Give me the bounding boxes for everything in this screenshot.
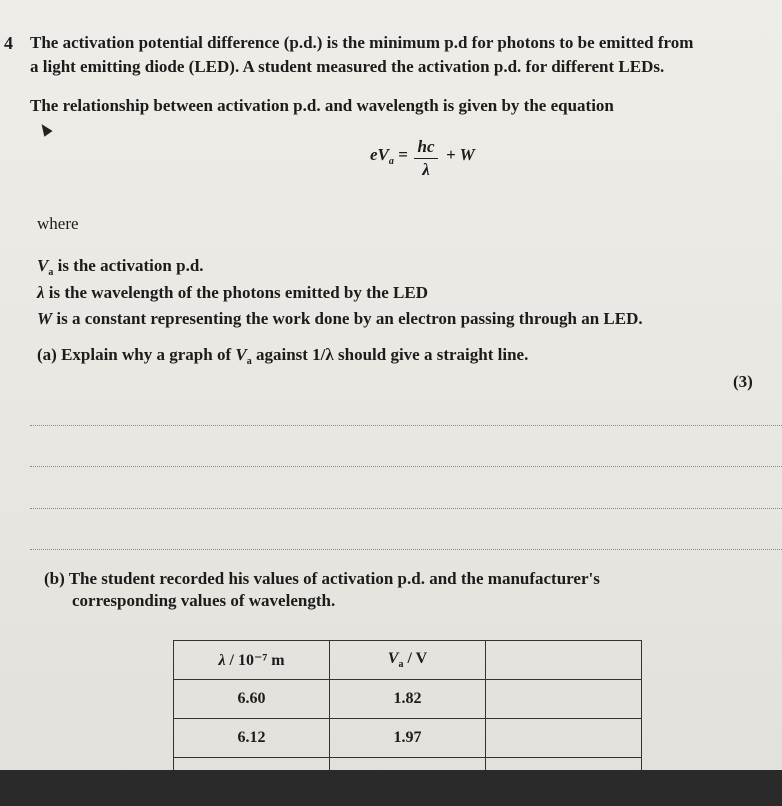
cell-voltage: 1.97 [330, 719, 486, 758]
cell-wavelength: 6.12 [174, 719, 330, 758]
table-header-row [174, 641, 642, 680]
answer-line-1[interactable] [30, 425, 782, 426]
definition-lambda: λ is the wavelength of the photons emitted by the LED [37, 283, 428, 302]
part-b-line-1: (b) The student recorded his values of activation p.d. and the manufacturer's [44, 569, 600, 588]
mouse-pointer-icon [37, 121, 52, 137]
question-number: 4 [4, 33, 13, 53]
cell-blank[interactable] [486, 680, 642, 719]
part-a-marks: (3) [733, 372, 753, 391]
cell-wavelength: 6.60 [174, 680, 330, 719]
page-edge-shadow [0, 770, 782, 806]
where-label: where [37, 214, 79, 233]
part-b-line-2: corresponding values of wavelength. [72, 591, 336, 610]
header-voltage: $V_a$ / V [330, 641, 486, 680]
equation-rhs: + W [446, 145, 475, 164]
answer-line-2[interactable] [30, 466, 782, 467]
equation-denominator: λ [422, 160, 430, 179]
definition-va: $V_a$ is the activation p.d. [37, 256, 204, 278]
cell-voltage: 1.82 [330, 680, 486, 719]
header-wavelength: λ / 10⁻⁷ m [174, 641, 330, 680]
equation-fraction [414, 137, 438, 180]
header-blank[interactable] [486, 641, 642, 680]
intro-line-1: The activation potential difference (p.d.) is the minimum p.d for photons to be emitted from [30, 33, 694, 52]
definition-w: W is a constant representing the work done by an electron passing through an LED. [37, 309, 643, 328]
equation-lhs: $eV_a$ = [370, 145, 408, 167]
table-row [174, 680, 642, 719]
answer-line-4[interactable] [30, 549, 782, 550]
part-a-text: (a) Explain why a graph of $V_a$ against 1/λ should give a straight line. [37, 345, 529, 367]
intro-line-2: a light emitting diode (LED). A student measured the activation p.d. for different LEDs. [30, 57, 665, 76]
equation-numerator: hc [417, 137, 435, 156]
table-row [174, 719, 642, 758]
relationship-text: The relationship between activation p.d. and wavelength is given by the equation [30, 96, 614, 115]
cell-blank[interactable] [486, 719, 642, 758]
answer-line-3[interactable] [30, 508, 782, 509]
